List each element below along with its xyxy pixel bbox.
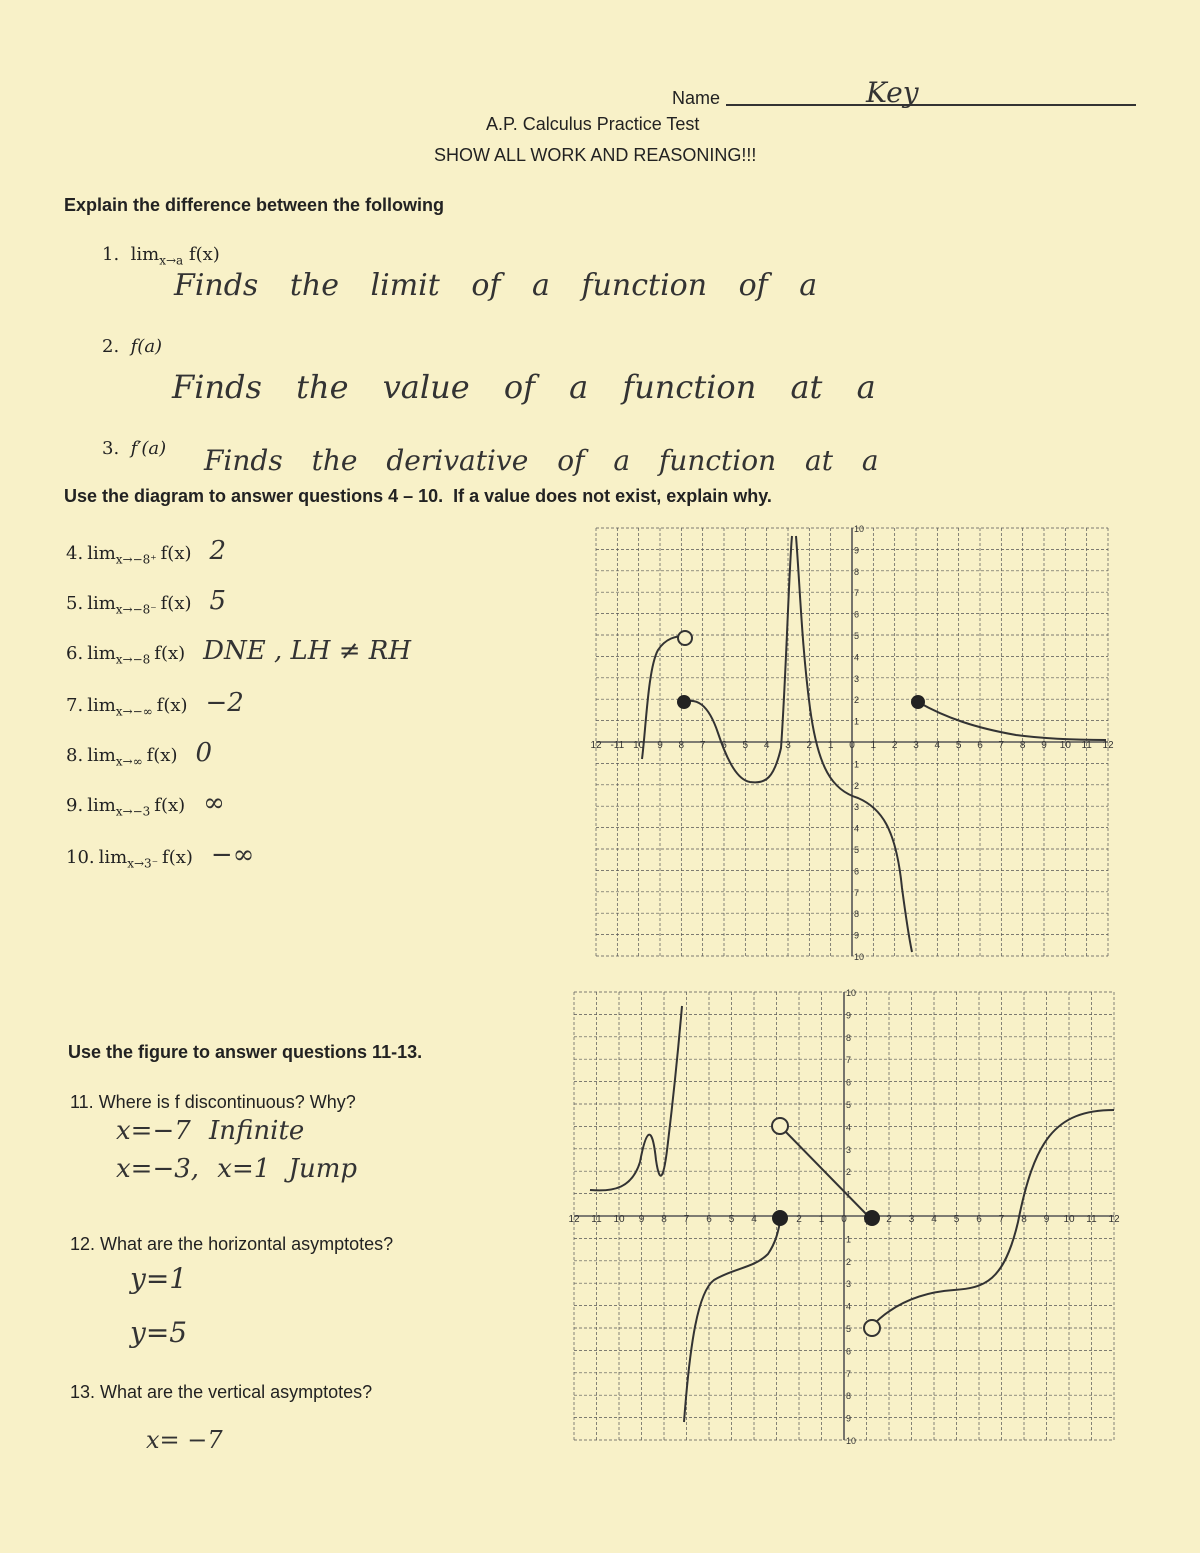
y-tick-label: 10 [846,1436,857,1446]
x-tick-label: 11 [591,1214,602,1225]
graph-questions-4-10 [590,524,1114,964]
x-tick-label: 1 [827,740,834,751]
x-tick-label: 9 [638,1214,645,1225]
x-tick-label: 9 [657,740,663,751]
limit-subscript: x→−3 [115,804,151,819]
y-tick-label: 3 [854,802,860,813]
name-line [726,104,1136,106]
x-tick-label: 7 [699,740,706,751]
graph2-open-point-bottom [864,1320,880,1336]
x-tick-label: 12 [568,1214,580,1225]
y-tick-label: 6 [854,866,860,877]
y-tick-label: 7 [846,1055,852,1066]
x-tick-label: 10 [633,740,645,751]
name-label: Name [672,88,721,108]
limit-answer: 5 [209,586,227,616]
limit-question-number: 4. [66,543,84,564]
q1-prompt [102,244,220,268]
limit-question-number: 7. [66,695,84,716]
limit-word: lim [87,593,116,614]
y-tick-label: 3 [846,1144,852,1155]
y-tick-label: 8 [846,1391,852,1402]
x-tick-label: 6 [977,740,983,751]
y-tick-label: 6 [846,1346,852,1357]
y-tick-label: 9 [854,545,860,556]
x-tick-label: 0 [841,1214,847,1225]
limit-fx: f(x) [146,745,178,766]
instruction: SHOW ALL WORK AND REASONING!!! [434,145,757,165]
x-tick-label: 10 [613,1214,625,1225]
limit-word: lim [87,795,116,816]
limit-fx: f(x) [160,543,192,564]
graph2-curve-right [870,1110,1114,1328]
graph1-open-point [678,631,692,645]
x-tick-label: 2 [886,1214,892,1225]
graph1-curve-decay [918,702,1106,740]
section2-heading [64,486,772,507]
x-tick-label: 12 [1102,740,1114,751]
y-tick-label: 8 [854,909,860,920]
x-tick-label: 4 [931,1214,937,1225]
limit-word: lim [87,745,116,766]
section2-heading-rest: If a value does not exist, explain why. [453,486,772,506]
limit-answer: −∞ [210,840,255,870]
limit-word: lim [98,847,128,868]
limit-subscript: x→−8 [115,652,151,667]
x-tick-label: 12 [1108,1214,1120,1225]
limit-question-number: 6. [66,643,84,664]
limit-question [66,688,244,719]
q1-number: 1. [102,244,120,265]
y-tick-label: 2 [846,1256,852,1267]
y-tick-label: 3 [854,673,860,684]
y-tick-label: 10 [854,524,865,534]
graph2-closed-point-right [864,1210,880,1226]
x-tick-label: 5 [955,740,962,751]
limit-subscript: x→∞ [115,754,143,769]
x-tick-label: 2 [891,740,898,751]
y-tick-label: 5 [846,1324,852,1334]
y-tick-label: 7 [846,1368,852,1379]
q3-fprime: f′(a) [130,438,167,459]
graph2-closed-point-left [772,1210,788,1226]
q1-fx: f(x) [183,244,220,265]
limit-subscript: x→−8⁺ [115,552,157,567]
q2-number: 2. [102,336,120,357]
x-tick-label: 6 [706,1214,712,1225]
q1-lim: lim [130,244,160,265]
y-tick-label: 4 [846,1122,852,1133]
q12-text: 12. What are the horizontal asymptotes? [70,1234,394,1254]
q2-prompt [102,336,162,357]
limit-question [66,586,226,617]
limit-fx: f(x) [160,593,192,614]
q2-answer: Finds the value of a function at a [172,368,876,406]
limit-question [66,536,226,567]
x-tick-label: 9 [1043,1214,1050,1225]
section1-heading: Explain the difference between the following [64,195,445,215]
x-tick-label: 1 [818,1214,825,1225]
x-tick-label: 8 [678,740,685,751]
limit-answer: ∞ [203,788,225,818]
limit-fx: f(x) [154,643,186,664]
x-tick-label: 7 [998,740,1005,751]
x-tick-label: 9 [1041,740,1047,751]
q3-prompt [102,438,166,459]
x-tick-label: 3 [908,1214,915,1225]
course-title: A.P. Calculus Practice Test [486,114,700,134]
x-tick-label: 8 [1021,1214,1027,1225]
limit-question-number: 8. [66,745,84,766]
limit-question-number: 10. [66,847,95,868]
y-tick-label: 5 [854,631,860,641]
y-tick-label: 1 [846,1189,852,1200]
x-tick-label: 1 [870,740,877,751]
limit-question [66,840,254,871]
graph2-curve-left [590,1006,682,1190]
x-tick-label: 2 [806,740,813,751]
x-tick-label: 0 [849,740,855,751]
y-tick-label: 9 [854,930,860,941]
y-tick-label: 6 [854,609,860,620]
y-tick-label: 2 [854,695,860,706]
x-tick-label: 5 [953,1214,960,1225]
x-tick-label: 10 [1063,1214,1075,1225]
x-tick-label: 3 [913,740,919,751]
y-tick-label: 3 [846,1279,852,1290]
limit-answer: 0 [195,738,213,768]
x-tick-label: 8 [1019,740,1026,751]
graph2-curve-low-branch [684,1222,780,1422]
y-tick-label: 6 [846,1077,852,1088]
limit-fx: f(x) [156,695,188,716]
limit-question [66,738,212,769]
y-tick-label: 4 [854,823,860,834]
x-tick-label: 7 [683,1214,690,1225]
x-tick-label: 12 [590,740,602,751]
y-tick-label: 7 [854,887,860,898]
x-tick-label: 4 [934,740,941,751]
limit-fx: f(x) [162,847,193,868]
y-tick-label: 8 [846,1032,852,1043]
limit-fx: f(x) [154,795,186,816]
q13-answer: x= −7 [146,1426,223,1454]
limit-subscript: x→−∞ [115,704,153,719]
q1-lim-sub: x→a [159,253,184,268]
graph1-closed-point-left [677,695,691,709]
y-tick-label: 2 [846,1167,852,1178]
x-tick-label: 6 [976,1214,982,1225]
y-tick-label: 10 [854,952,865,962]
q12-answer-2: y=5 [130,1316,188,1349]
x-tick-label: -11 [610,740,625,751]
x-tick-label: 8 [661,1214,667,1225]
x-tick-label: 5 [742,740,749,751]
section3-heading: Use the figure to answer questions 11-13. [68,1042,423,1062]
y-tick-label: 8 [854,566,860,577]
x-tick-label: 2 [796,1214,802,1225]
limit-word: lim [87,695,116,716]
y-tick-label: 1 [854,716,860,727]
x-tick-label: 10 [1059,740,1071,751]
limit-question-number: 5. [66,593,84,614]
limit-answer: 2 [209,536,227,566]
y-tick-label: 5 [854,845,860,855]
y-tick-label: 7 [854,588,860,599]
limit-question [66,636,411,667]
x-tick-label: 4 [763,740,770,751]
y-tick-label: 4 [854,652,860,663]
name-value: Key [866,76,919,109]
x-tick-label: 11 [1086,1214,1097,1225]
y-tick-label: 9 [846,1010,852,1021]
x-tick-label: 7 [998,1214,1005,1225]
y-tick-label: 5 [846,1100,852,1110]
graph-questions-11-13 [568,988,1120,1448]
y-tick-label: 1 [846,1234,852,1245]
x-tick-label: 5 [728,1214,735,1225]
q12-answer-1: y=1 [130,1262,188,1295]
y-tick-label: 10 [846,988,857,998]
graph2-line-segment [782,1128,870,1218]
x-tick-label: 6 [721,740,727,751]
limit-answer: DNE , LH ≠ RH [203,636,412,666]
limit-subscript: x→3⁻ [127,856,159,871]
graph2-open-point-top [772,1118,788,1134]
limit-question [66,788,225,819]
section2-heading-bold: Use the diagram to answer questions 4 – 10. [64,486,444,506]
y-tick-label: 2 [854,780,860,791]
y-tick-label: 9 [846,1413,852,1424]
q3-number: 3. [102,438,120,459]
y-tick-label: 4 [846,1301,852,1312]
q2-fa: f(a) [130,336,163,357]
q11-answer-1: x=−7 Infinite [116,1116,305,1146]
x-tick-label: 3 [785,740,791,751]
q3-answer: Finds the derivative of a function at a [204,444,879,477]
q11-answer-2: x=−3, x=1 Jump [116,1154,358,1184]
x-tick-label: 11 [1081,740,1092,751]
limit-subscript: x→−8⁻ [115,602,157,617]
y-tick-label: 1 [854,759,860,770]
graph1-closed-point-right [911,695,925,709]
limit-word: lim [87,643,116,664]
q1-answer: Finds the limit of a function of a [174,268,818,303]
limit-question-number: 9. [66,795,84,816]
limit-word: lim [87,543,116,564]
limit-answer: −2 [205,688,244,718]
q11-text: 11. Where is f discontinuous? Why? [70,1092,356,1112]
x-tick-label: 4 [751,1214,757,1225]
q13-text: 13. What are the vertical asymptotes? [70,1382,373,1402]
